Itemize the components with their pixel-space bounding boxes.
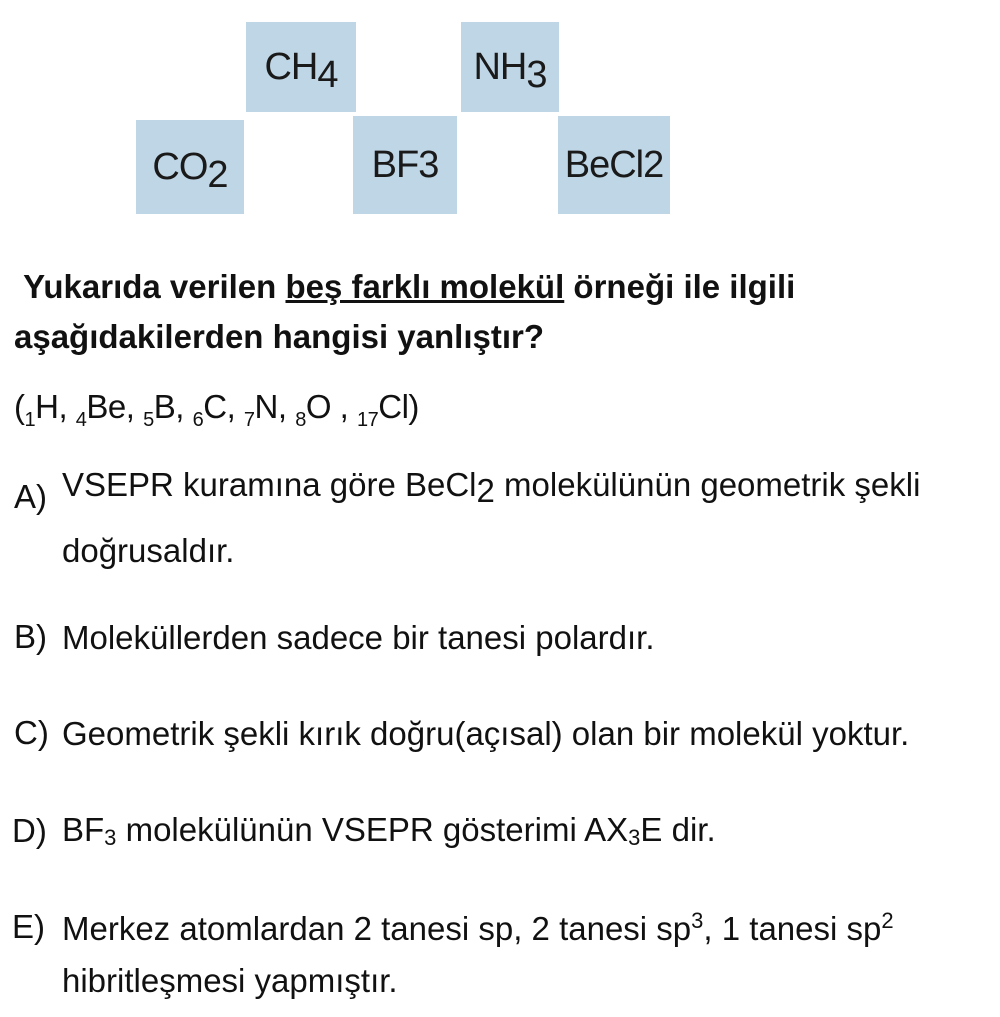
option-a-letter[interactable]: A) <box>14 478 47 515</box>
question-underlined-phrase: beş farklı molekül <box>285 268 565 305</box>
molecule-co2-formula: $CO_2$ <box>152 145 228 196</box>
molecule-becl2-formula: BeCl2 <box>564 143 664 186</box>
option-d-letter[interactable]: D) <box>12 812 47 849</box>
question-text <box>14 262 974 362</box>
molecule-box-ch4 <box>246 22 356 112</box>
molecule-bf3-formula: BF3 <box>371 143 439 186</box>
option-a-text[interactable]: VSEPR kuramına göre BeCl2 molekülünün geometrik şekli doğrusaldır. <box>62 466 921 569</box>
question-line-2: aşağıdakilerden hangisi yanlıştır? <box>14 318 545 355</box>
option-d-text[interactable]: $BF_3$ molekülünün VSEPR gösterimi $AX_3E$ dir. <box>62 811 716 850</box>
molecule-box-co2 <box>136 120 244 214</box>
molecule-box-nh3 <box>461 22 559 112</box>
option-e-text[interactable]: Merkez atomlardan 2 tanesi sp, 2 tanesi $sp^3$, 1 tanesi $sp^2$ hibritleşmesi yapmıştır. <box>62 908 894 999</box>
molecule-box-bf3 <box>353 116 457 214</box>
option-c-text[interactable]: Geometrik şekli kırık doğru(açısal) olan bir molekül yoktur. <box>62 715 910 752</box>
option-b-letter[interactable]: B) <box>14 618 47 655</box>
option-c-letter[interactable]: C) <box>14 714 49 751</box>
option-e-letter[interactable]: E) <box>12 908 45 945</box>
question-line-1: Yukarıda verilen beş farklı molekül örneği ile ilgili <box>23 268 796 305</box>
option-b-text[interactable]: Moleküllerden sadece bir tanesi polardır. <box>62 619 655 656</box>
molecule-ch4-formula: $CH_4$ <box>264 45 338 96</box>
molecule-box-becl2 <box>558 116 670 214</box>
atomic-numbers: ($_1H$, $_4$Be, $_5$B, $_6$C, $_7$N, $_8$O , $_{17}$Cl) <box>14 388 419 431</box>
molecule-nh3-formula: $NH_3$ <box>473 45 547 96</box>
